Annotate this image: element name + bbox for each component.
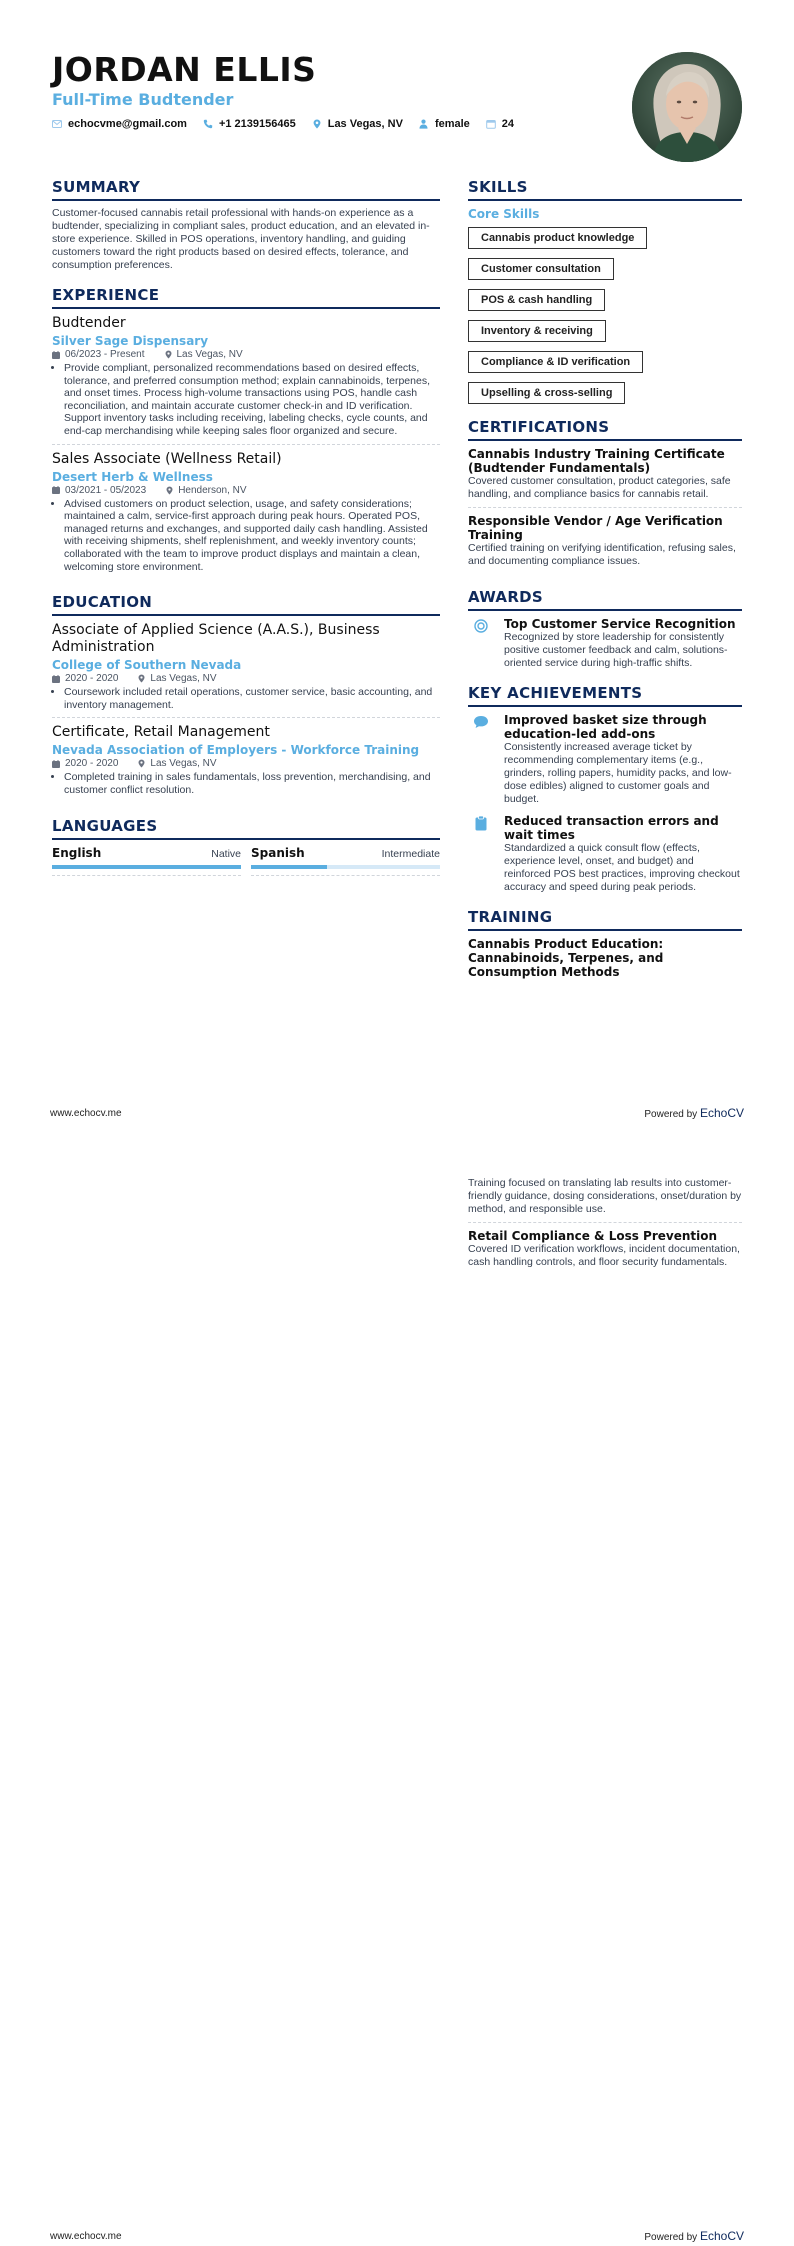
training-desc: Training focused on translating lab results into customer-friendly guidance, dosing considerations, onset/duration by method, and responsible use. <box>468 1177 742 1215</box>
education-bullets <box>52 686 440 711</box>
degree-title: Certificate, Retail Management <box>52 724 270 741</box>
award-desc: Recognized by store leadership for consistently positive customer feedback and calm, solutions-oriented service during high-traffic shifts. <box>504 631 728 669</box>
job-title: Budtender <box>52 315 126 331</box>
education-dates: 2020 - 2020 <box>52 673 118 684</box>
language-list <box>52 846 440 876</box>
person-icon <box>419 119 429 129</box>
skills-heading: SKILLS <box>468 178 742 201</box>
footer-website[interactable]: www.echocv.me <box>50 1107 122 1119</box>
certification-item <box>468 447 742 508</box>
footer-powered: Powered by EchoCV <box>644 1106 744 1120</box>
map-pin-icon <box>165 350 172 359</box>
calendar-icon <box>52 486 60 494</box>
certification-name: Responsible Vendor / Age Verification Training <box>468 514 723 542</box>
footer-brand: EchoCV <box>699 1106 744 1120</box>
education-heading: EDUCATION <box>52 593 440 616</box>
job-dates: 03/2021 - 05/2023 <box>52 485 146 496</box>
education-meta <box>52 758 440 769</box>
phone-icon <box>203 119 213 129</box>
calendar-icon <box>52 675 60 683</box>
map-pin-icon <box>166 486 173 495</box>
education-location: Las Vegas, NV <box>138 758 216 769</box>
languages-heading: LANGUAGES <box>52 817 440 840</box>
training-item <box>468 1177 742 1223</box>
contact-gender <box>419 118 470 130</box>
location-text: Las Vegas, NV <box>327 118 403 130</box>
education-location: Las Vegas, NV <box>138 673 216 684</box>
profile-photo <box>632 52 742 162</box>
education-entry <box>52 622 440 718</box>
certification-name: Cannabis Industry Training Certificate (Budtender Fundamentals) <box>468 447 725 475</box>
footer-brand: EchoCV <box>699 2229 744 2243</box>
resume-header <box>52 52 612 130</box>
job-bullet: • Provide compliant, personalized recommendations based on desired effects, tolerance, and preferred consumption method; explain cannabinoids, terpenes, and onset times. Process high-volume transactions using POS, handle cash reconciliation, and maintain accurate customer check-in and ID verification. Support inventory tasks including receiving, labeling checks, cycle counts, and end-cap merchandising while keeping sales floor organized and secure. <box>64 362 440 438</box>
education-bullets <box>52 771 440 796</box>
job-bullets <box>52 362 440 438</box>
skill-tag: POS & cash handling <box>468 289 605 311</box>
language-level: Intermediate <box>381 847 440 860</box>
certification-desc: Covered customer consultation, product categories, safe handling, and compliance basics for cannabis retail. <box>468 475 731 500</box>
skill-tag: Cannabis product knowledge <box>468 227 647 249</box>
envelope-icon <box>52 119 62 129</box>
awards-section <box>468 588 742 670</box>
language-proficiency-fill <box>251 865 327 869</box>
language-proficiency-bar <box>52 865 241 869</box>
right-column-continued <box>468 1177 742 1281</box>
education-dates: 2020 - 2020 <box>52 758 118 769</box>
education-bullet: • Coursework included retail operations, customer service, basic accounting, and inventory management. <box>64 686 440 711</box>
summary-text: Customer-focused cannabis retail professional with hands-on experience as a budtender, specializing in compliant sales, product education, and an elevated in-store experience. Skilled in POS operations, inventory handling, and guiding customers toward the right products based on desired effects, tolerance, and consumption preferences. <box>52 207 430 271</box>
contact-info <box>52 118 612 130</box>
language-name: Spanish <box>251 845 305 860</box>
skill-tag: Customer consultation <box>468 258 614 280</box>
job-title: Sales Associate (Wellness Retail) <box>52 450 282 467</box>
gender-text: female <box>434 118 470 130</box>
education-meta <box>52 673 440 684</box>
training-heading: TRAINING <box>468 908 742 931</box>
training-section <box>468 908 742 979</box>
job-bullets <box>52 498 440 574</box>
achievement-item <box>468 713 742 806</box>
language-name: English <box>52 845 102 860</box>
resume-page-2 <box>0 1123 794 2246</box>
summary-heading: SUMMARY <box>52 178 440 201</box>
contact-phone[interactable] <box>203 118 296 130</box>
language-level: Native <box>211 847 241 860</box>
training-name: Retail Compliance & Loss Prevention <box>468 1229 718 1243</box>
contact-location <box>312 118 403 130</box>
map-pin-icon <box>138 759 145 768</box>
job-meta <box>52 349 440 360</box>
education-entry <box>52 724 440 802</box>
job-meta <box>52 485 440 496</box>
languages-section <box>52 817 440 876</box>
education-section <box>52 593 440 802</box>
skill-tag: Upselling & cross-selling <box>468 382 625 404</box>
experience-section <box>52 286 440 579</box>
calendar-icon <box>486 119 496 129</box>
achievement-item <box>468 814 742 894</box>
training-desc: Covered ID verification workflows, incident documentation, cash handling controls, and floor security fundamentals. <box>468 1243 740 1268</box>
rosette-icon <box>468 617 494 670</box>
language-proficiency-bar <box>251 865 440 869</box>
award-item <box>468 617 742 670</box>
page-footer <box>50 2229 744 2243</box>
employer-name: Desert Herb & Wellness <box>52 469 213 484</box>
skill-tag: Compliance & ID verification <box>468 351 643 373</box>
certification-desc: Certified training on verifying identification, refusing sales, and documenting compliance issues. <box>468 542 736 567</box>
right-column <box>468 178 742 993</box>
training-item <box>468 1229 742 1275</box>
language-item <box>52 846 241 876</box>
map-pin-icon <box>312 119 322 129</box>
education-bullet: • Completed training in sales fundamentals, loss prevention, merchandising, and customer conflict resolution. <box>64 771 440 796</box>
awards-heading: AWARDS <box>468 588 742 611</box>
certifications-section <box>468 418 742 574</box>
achievement-name: Reduced transaction errors and wait times <box>504 814 719 842</box>
achievements-section <box>468 684 742 894</box>
language-proficiency-fill <box>52 865 241 869</box>
map-pin-icon <box>138 674 145 683</box>
summary-section <box>52 178 440 272</box>
job-dates: 06/2023 - Present <box>52 349 145 360</box>
certification-item <box>468 514 742 574</box>
degree-title: Associate of Applied Science (A.A.S.), Business Administration <box>52 622 380 656</box>
candidate-name: JORDAN ELLIS <box>52 50 317 89</box>
page-footer <box>50 1106 744 1120</box>
training-name: Cannabis Product Education: Cannabinoids, Terpenes, and Consumption Methods <box>468 937 664 979</box>
experience-entry <box>52 451 440 580</box>
language-item <box>251 846 440 876</box>
experience-entry <box>52 315 440 445</box>
award-name: Top Customer Service Recognition <box>504 617 736 631</box>
candidate-role: Full-Time Budtender <box>52 90 234 109</box>
contact-email[interactable] <box>52 118 187 130</box>
footer-website[interactable]: www.echocv.me <box>50 2230 122 2242</box>
left-column <box>52 178 440 890</box>
school-name: Nevada Association of Employers - Workforce Training <box>52 743 420 758</box>
chat-bubble-icon <box>468 713 494 806</box>
achievement-name: Improved basket size through education-led add-ons <box>504 713 707 741</box>
achievement-desc: Standardized a quick consult flow (effects, experience level, onset, and budget) and reinforced POS best practices, improving checkout accuracy and speed during peak periods. <box>504 842 740 893</box>
footer-powered: Powered by EchoCV <box>644 2229 744 2243</box>
experience-heading: EXPERIENCE <box>52 286 440 309</box>
certifications-heading: CERTIFICATIONS <box>468 418 742 441</box>
job-location: Henderson, NV <box>166 485 246 496</box>
contact-age <box>486 118 514 130</box>
calendar-icon <box>52 351 60 359</box>
skills-section <box>468 178 742 404</box>
job-bullet: • Advised customers on product selection, usage, and safety considerations; maintained a calm, service-first approach during peak hours. Operated POS, managed returns and exchanges, and supported daily cash handling. Assisted with receiving shipments, shelf replenishment, and weekly inventory counts; collaborated with the team to improve product displays and maintain a clean, welcoming store environment. <box>64 498 440 574</box>
age-text: 24 <box>501 118 515 130</box>
achievements-heading: KEY ACHIEVEMENTS <box>468 684 742 707</box>
clipboard-icon <box>468 814 494 894</box>
phone-text: +1 2139156465 <box>218 118 296 130</box>
achievement-desc: Consistently increased average ticket by recommending complementary items (e.g., grinders, rolling papers, humidity packs, and low-dose edibles) aligned to customer goals and budget. <box>504 741 732 805</box>
email-text: echocvme@gmail.com <box>68 118 187 130</box>
skills-subheading: Core Skills <box>468 207 540 221</box>
job-location: Las Vegas, NV <box>165 349 243 360</box>
school-name: College of Southern Nevada <box>52 658 242 673</box>
calendar-icon <box>52 760 60 768</box>
employer-name: Silver Sage Dispensary <box>52 334 209 348</box>
skill-tag: Inventory & receiving <box>468 320 606 342</box>
